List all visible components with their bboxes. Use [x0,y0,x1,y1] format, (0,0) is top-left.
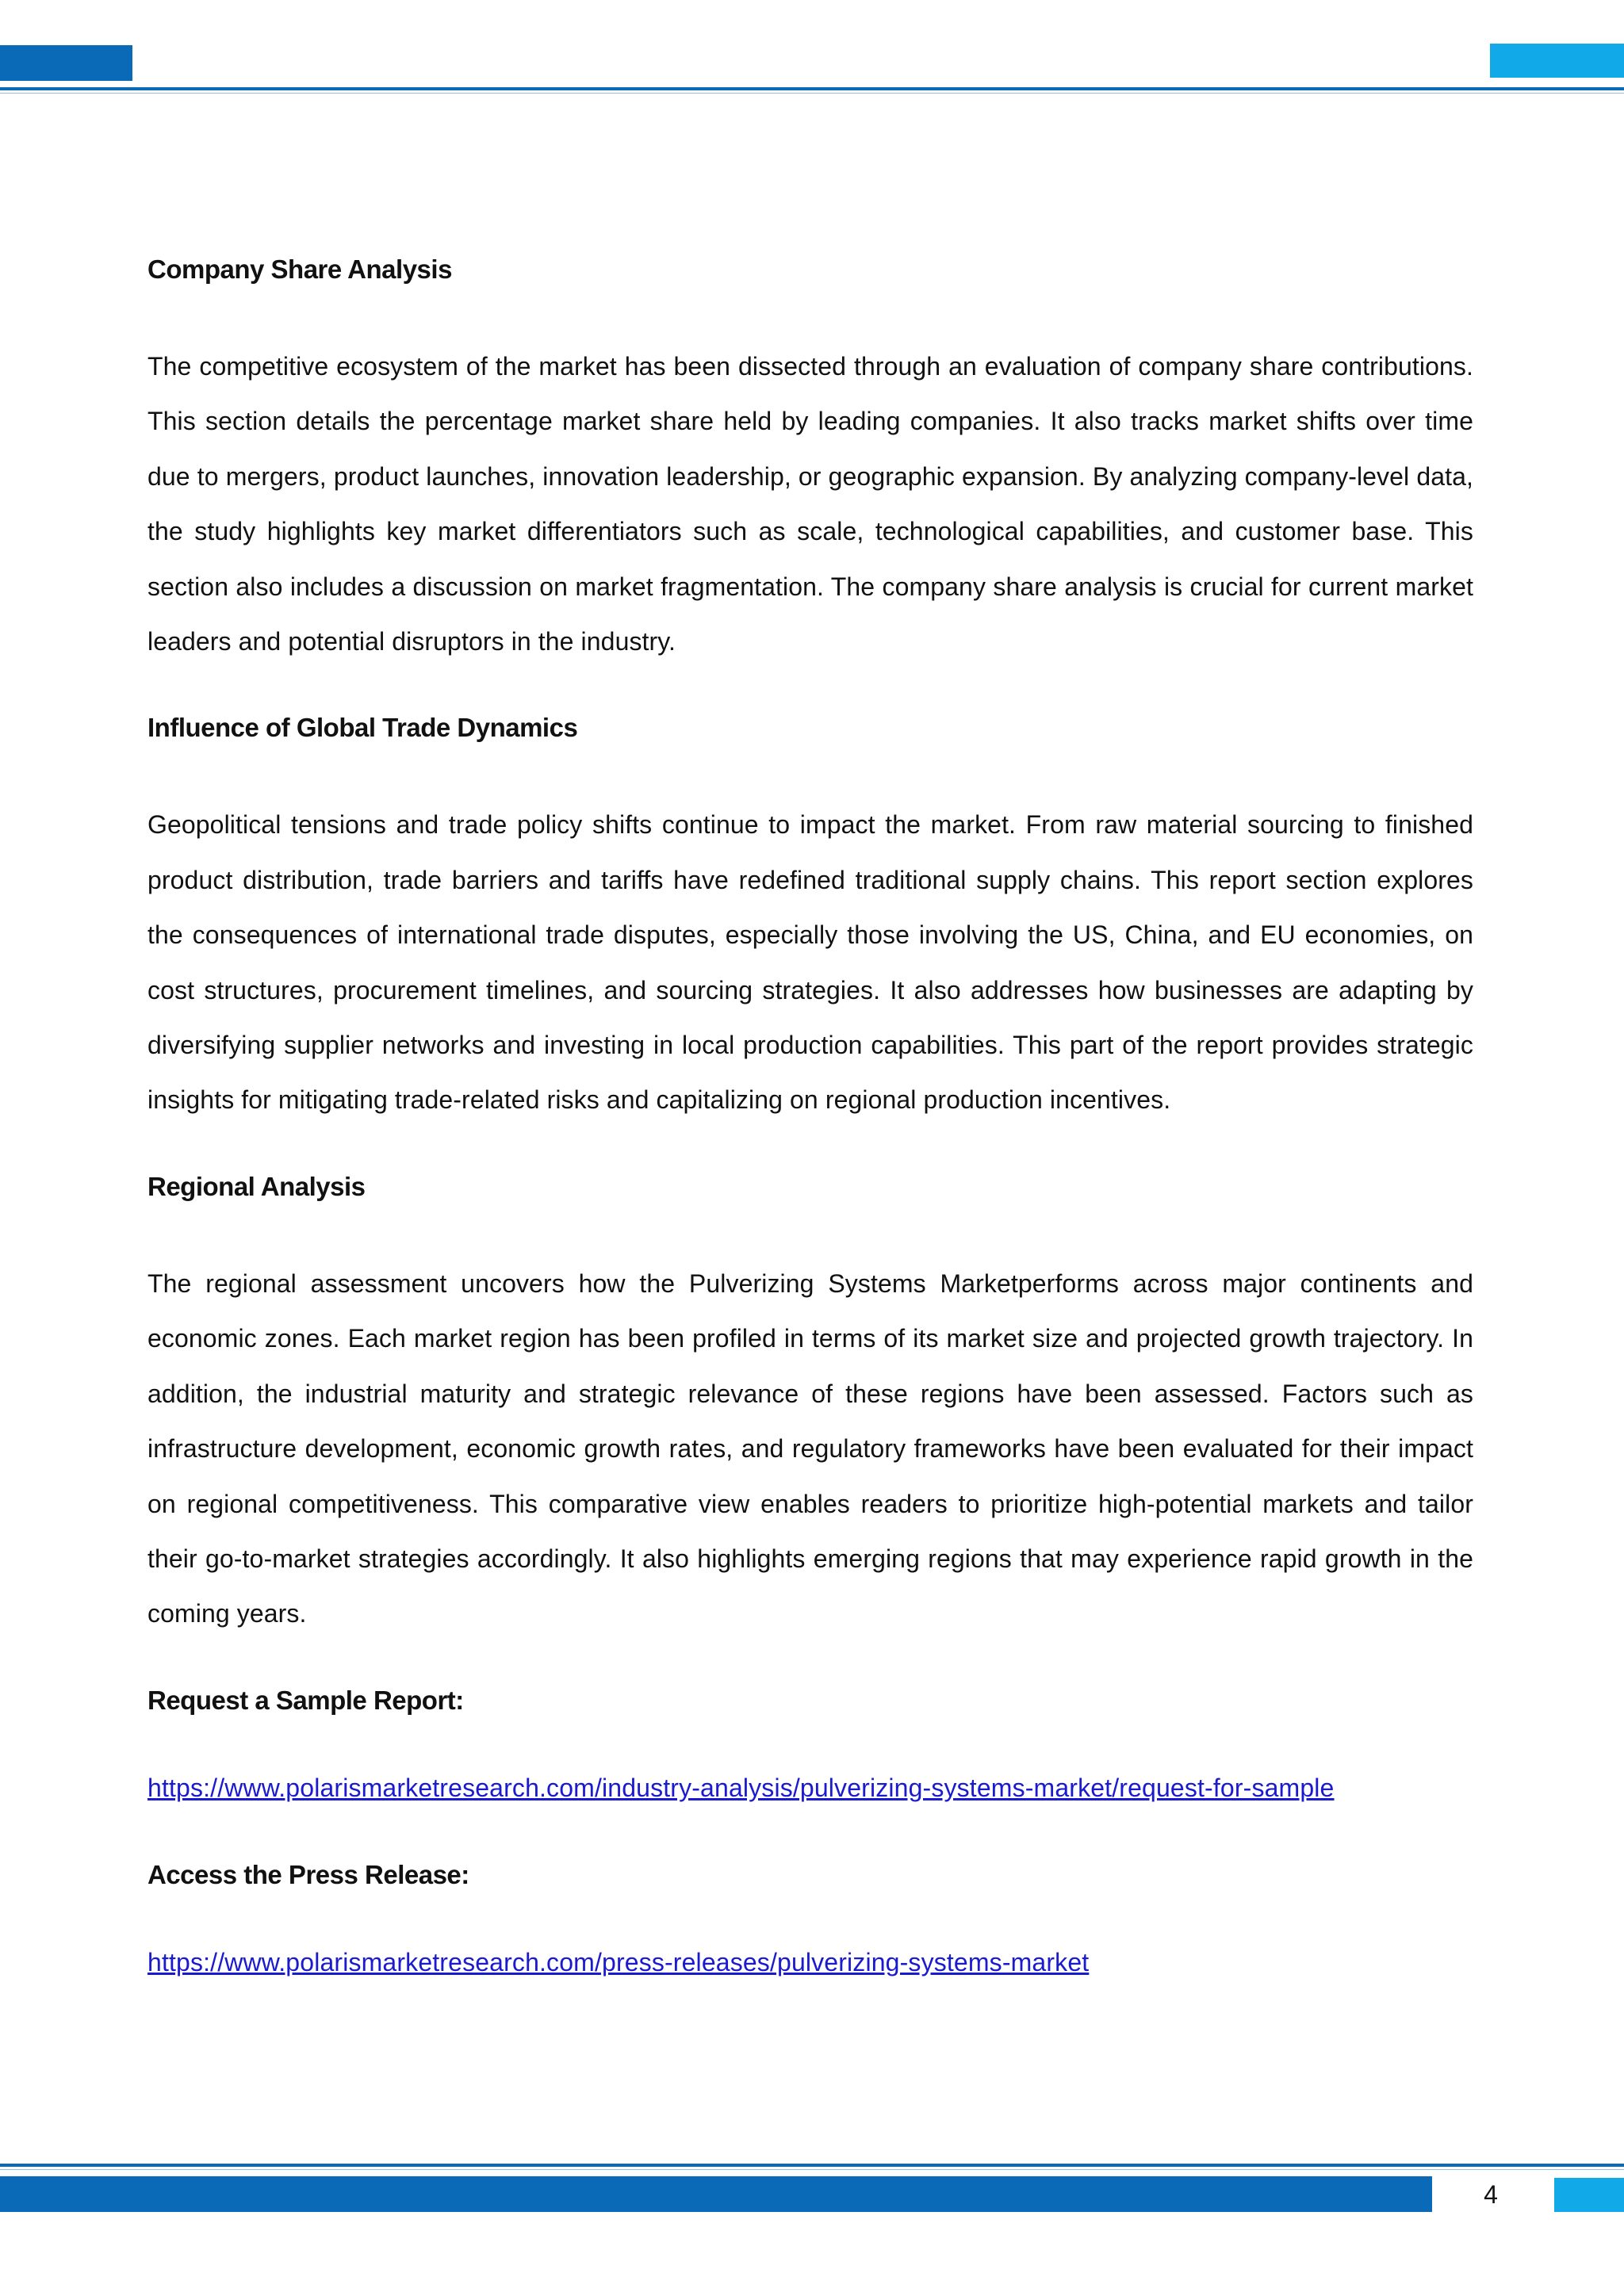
page-content [147,252,1473,2032]
section-heading-company-share: Company Share Analysis [147,254,452,284]
header-accent-right [1490,44,1624,78]
section-heading-regional: Regional Analysis [147,1171,366,1201]
header-accent-left [0,45,132,81]
section-heading-global-trade: Influence of Global Trade Dynamics [147,713,578,743]
section-body-company-share: The competitive ecosystem of the market has been dissected through an evaluation of company share contributions. This section details the percentage market share held by leading companies. It also tracks market shifts over time due to mergers, product launches, innovation leadership, or geographic expansion. By analyzing company-level data, the study highlights key market differentiators such as scale, technological capabilities, and customer base. This section also includes a discussion on market fragmentation. The company share analysis is crucial for current market leaders and potential disruptors in the industry. [147,352,1473,656]
header-rule [0,87,1624,90]
footer-rule [0,2164,1624,2167]
section-body-global-trade: Geopolitical tensions and trade policy shifts continue to impact the market. From raw material sourcing to finished product distribution, trade barriers and tariffs have redefined traditional supply chains. This report section explores the consequences of international trade disputes, especially those involving the US, China, and EU economies, on cost structures, procurement timelines, and sourcing strategies. It also addresses how businesses are adapting by diversifying supplier networks and investing in local production capabilities. This part of the report provides strategic insights for mitigating trade-related risks and capitalizing on regional production incentives. [147,810,1473,1115]
section-body-regional: The regional assessment uncovers how the Pulverizing Systems Marketperforms across major continents and economic zones. Each market region has been profiled in terms of its market size and projected growth trajectory. In addition, the industrial maturity and strategic relevance of these regions have been assessed. Factors such as infrastructure development, economic growth rates, and regulatory frameworks have been evaluated for their impact on regional competitiveness. This comparative view enables readers to prioritize high-potential markets and tailor their go-to-market strategies accordingly. It also highlights emerging regions that may experience rapid growth in the coming years. [147,1269,1473,1628]
press-release-link[interactable]: https://www.polarismarketresearch.com/press-releases/pulverizing-systems-market [147,1947,1090,1976]
header-rule-thin [0,93,1624,94]
footer-bar [0,2176,1432,2212]
press-release-heading: Access the Press Release: [147,1859,469,1889]
sample-report-heading: Request a Sample Report: [147,1685,464,1715]
page-number: 4 [1484,2180,1498,2209]
sample-report-link[interactable]: https://www.polarismarketresearch.com/industry-analysis/pulverizing-systems-market/request-for-sample [147,1773,1335,1802]
footer-rule-thin [0,2169,1624,2170]
footer-accent-right [1554,2178,1624,2212]
